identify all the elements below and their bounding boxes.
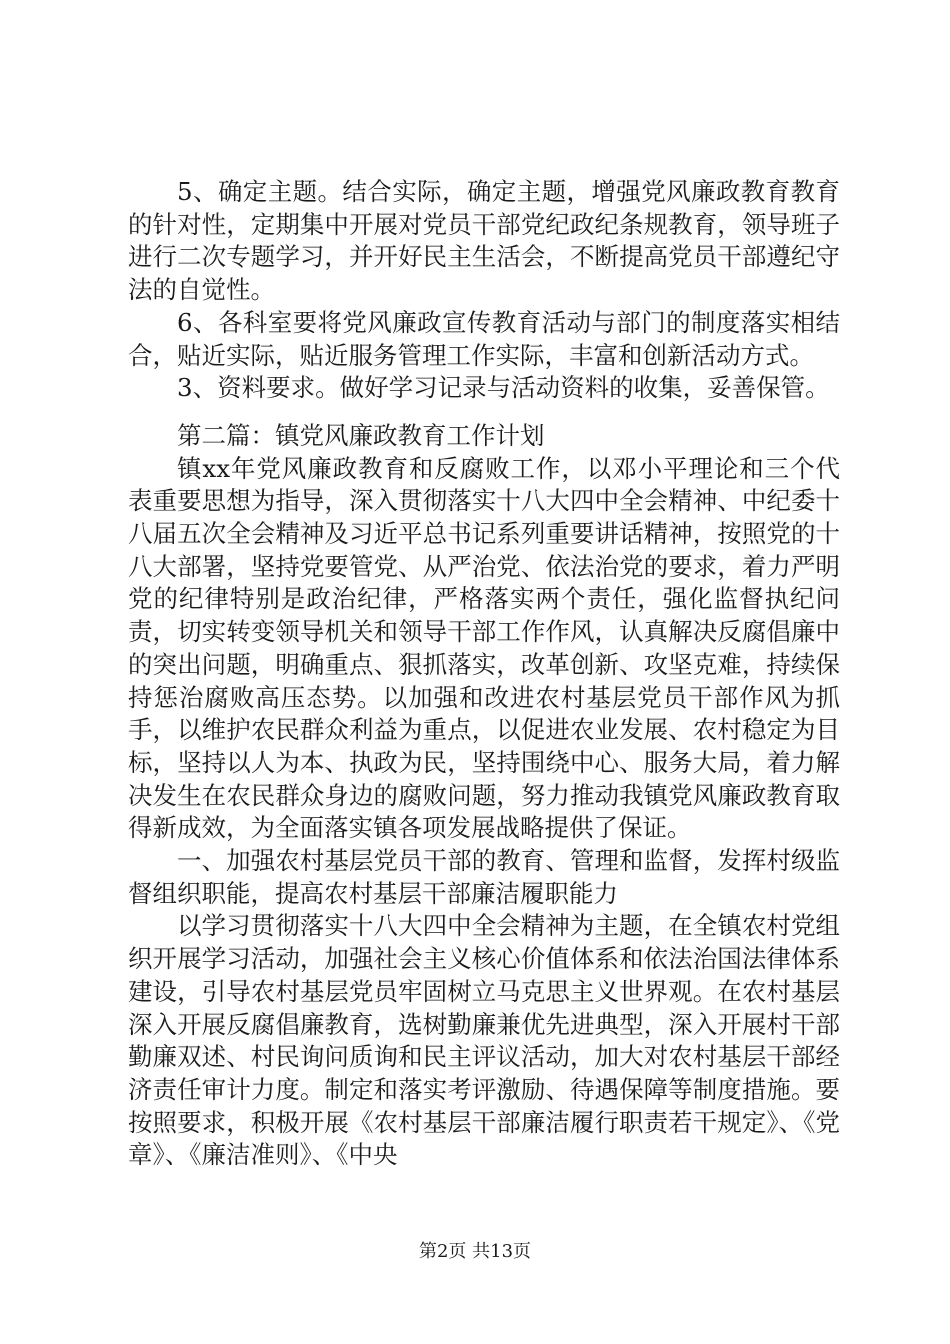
section-heading-one: 一、加强农村基层党员干部的教育、管理和监督，发挥村级监督组织职能，提高农村基层干部廉洁履职能力: [128, 846, 840, 908]
paragraph-item-6: 6、各科室要将党风廉政宣传教育活动与部门的制度落实相结合，贴近实际，贴近服务管理工作实际，丰富和创新活动方式。: [128, 307, 840, 370]
page-number-footer: 第2页 共13页: [418, 1241, 532, 1262]
document-body: [128, 176, 840, 1172]
section-intro-paragraph: 镇xx年党风廉政教育和反腐败工作，以邓小平理论和三个代表重要思想为指导，深入贯彻落实十八大四中全会精神、中纪委十八届五次全会精神及习近平总书记系列重要讲话精神，按照党的十八大部署，坚持党要管党、从严治党、依法治党的要求，着力严明党的纪律特别是政治纪律，严格落实两个责任，强化监督执纪问责，切实转变领导机关和领导干部工作作风，认真解决反腐倡廉中的突出问题，明确重点、狠抓落实，改革创新、攻坚克难，持续保持惩治腐败高压态势。以加强和改进农村基层党员干部作风为抓手，以维护农民群众利益为重点，以促进农业发展、农村稳定为目标，坚持以人为本、执政为民，坚持围绕中心、服务大局，着力解决发生在农民群众身边的腐败问题，努力推动我镇党风廉政教育取得新成效，为全面落实镇各项发展战略提供了保证。: [128, 453, 840, 843]
paragraph-item-5: 5、确定主题。结合实际，确定主题，增强党风廉政教育教育的针对性，定期集中开展对党员干部党纪政纪条规教育，领导班子进行二次专题学习，并开好民主生活会，不断提高党员干部遵纪守法的自觉性。: [128, 177, 840, 305]
paragraph-materials: 3、资料要求。做好学习记录与活动资料的收集，妥善保管。: [177, 373, 830, 403]
section-title: 第二篇：镇党风廉政教育工作计划: [177, 420, 545, 450]
section-body-paragraph: 以学习贯彻落实十八大四中全会精神为主题，在全镇农村党组织开展学习活动，加强社会主义核心价值体系和依法治国法律体系建设，引导农村基层党员牢固树立马克思主义世界观。在农村基层深入开展反腐倡廉教育，选树勤廉兼优先进典型，深入开展村干部勤廉双述、村民询问质询和民主评议活动，加大对农村基层干部经济责任审计力度。制定和落实考评激励、待遇保障等制度措施。要按照要求，积极开展《农村基层干部廉洁履行职责若干规定》、《党章》、《廉洁准则》、《中央: [128, 911, 840, 1170]
